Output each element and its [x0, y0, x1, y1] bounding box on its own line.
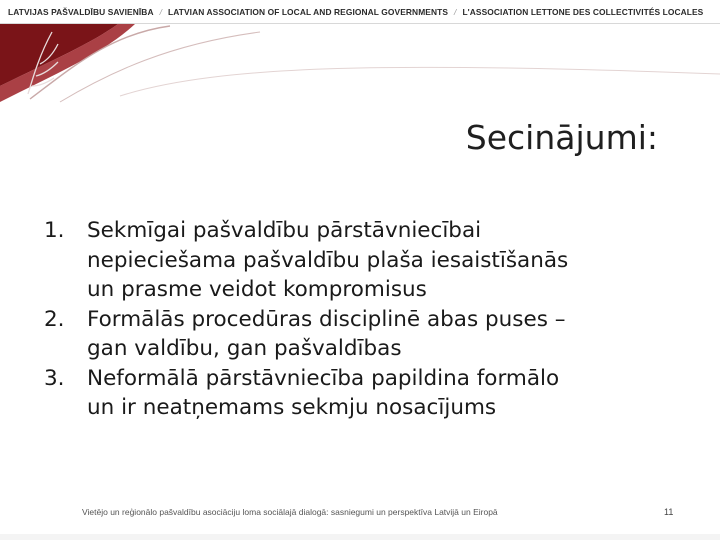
list-item — [44, 364, 684, 423]
list-item-line: gan valdību, gan pašvaldības — [87, 336, 402, 361]
list-item-line: nepieciešama pašvaldību plaša iesaistīšanās — [87, 247, 569, 273]
conclusions-list — [44, 216, 684, 423]
list-item-line: Formālās procedūras disciplinē abas puses – — [87, 306, 566, 332]
header-separator: / — [454, 6, 457, 17]
bottom-strip — [0, 534, 720, 540]
header-separator: / — [159, 6, 163, 17]
list-item — [44, 216, 684, 305]
list-item-number: 2. — [44, 306, 65, 332]
header-org-en: LATVIAN ASSOCIATION OF LOCAL AND REGIONAL GOVERNMENTS — [168, 6, 449, 17]
list-item-number: 3. — [44, 365, 65, 391]
header-org-fr: L'ASSOCIATION LETTONE DES COLLECTIVITÉS LOCALES — [462, 6, 704, 17]
list-item-line: Neformālā pārstāvniecība papildina formālo — [87, 365, 560, 391]
slide-title: Secinājumi: — [465, 118, 658, 157]
list-item-number: 1. — [44, 218, 65, 243]
list-item-line: un ir neatņemams sekmju nosacījums — [87, 395, 497, 420]
header-org-lv: LATVIJAS PAŠVALDĪBU SAVIENĪBA — [8, 6, 154, 17]
swirl-line — [120, 67, 720, 96]
header-decoration — [0, 24, 720, 104]
page-number: 11 — [664, 507, 674, 517]
list-item — [44, 305, 684, 364]
footer-text: Vietējo un reģionālo pašvaldību asociāciju loma sociālajā dialogā: sasniegumi un perspektīva Latvijā un Eiropā — [82, 507, 498, 517]
list-item-line: un prasme veidot kompromisus — [87, 277, 427, 302]
header-bar — [0, 0, 720, 24]
list-item-line: Sekmīgai pašvaldību pārstāvniecībai — [87, 218, 482, 243]
list-item-text — [87, 216, 684, 305]
list-item-text — [87, 364, 684, 423]
list-item-text — [87, 305, 684, 364]
